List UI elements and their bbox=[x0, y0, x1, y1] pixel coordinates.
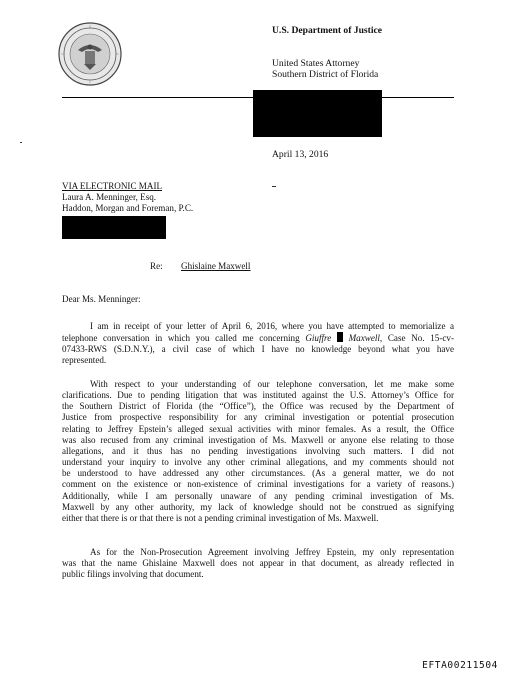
paragraph-line: As for the Non-Prosecution Agreement involving Jeffrey Epstein, my only representation bbox=[90, 547, 454, 557]
scan-mark bbox=[20, 142, 22, 143]
paragraph-line: was that the name Ghislaine Maxwell does not appear in that document, as already reflected in bbox=[62, 558, 454, 569]
paragraph-line: understand your inquiry to involve any other criminal allegations, and my comments should not bbox=[62, 457, 454, 468]
paragraph-line: I am in receipt of your letter of April 6, 2016, where you have attempted to memorialize a bbox=[90, 321, 454, 331]
case-party: Maxwell bbox=[348, 333, 380, 344]
paragraph-2 bbox=[62, 379, 454, 524]
paragraph-line: public filings involving that document. bbox=[62, 569, 204, 580]
text-run: telephone conversation in which you called me concerning bbox=[62, 333, 306, 344]
redaction-block bbox=[62, 216, 166, 239]
office-line-1: United States Attorney bbox=[272, 58, 360, 69]
paragraph-line: 07433-RWS (S.D.N.Y.), a civil case of which I have no knowledge beyond what you have bbox=[62, 344, 454, 355]
paragraph-line: Maxwell by any other authority, my lack of knowledge should not be construed as signifying bbox=[62, 501, 454, 512]
re-subject: Ghislaine Maxwell bbox=[181, 261, 251, 271]
paragraph-line: allegations, and it thus has no pending investigations involving such matters. I did not bbox=[62, 445, 454, 456]
paragraph-line: represented. bbox=[62, 355, 107, 366]
redaction-block bbox=[337, 332, 343, 342]
letter-date: April 13, 2016 bbox=[272, 149, 329, 160]
paragraph-line: With respect to your understanding of our telephone conversation, let me make some bbox=[90, 379, 454, 389]
re-label: Re: bbox=[150, 261, 163, 271]
paragraph-line: Additionally, while I am personally unaware of any pending criminal investigation of Ms. bbox=[62, 490, 454, 501]
paragraph-line bbox=[62, 332, 454, 344]
delivery-method: VIA ELECTRONIC MAIL bbox=[62, 181, 163, 191]
paragraph-line: be understood to have addressed any other circumstances. (As a general matter, we do not bbox=[62, 468, 454, 479]
doj-seal-icon bbox=[58, 22, 122, 86]
paragraph-line: the Southern District of Florida (the “Office”), the Office was recused by the Department of bbox=[62, 401, 454, 412]
paragraph-line: comment on the existence or non-existence of criminal investigations for a variety of reasons.) bbox=[62, 479, 454, 490]
office-line-2: Southern District of Florida bbox=[272, 69, 379, 80]
paragraph-line: was also recused from any criminal investigation of Ms. Maxwell or anyone else relating to those bbox=[62, 434, 454, 445]
salutation: Dear Ms. Menninger: bbox=[62, 294, 141, 304]
paragraph-line: relating to Jeffrey Epstein’s alleged sexual activities with minor females. As a result, the Office bbox=[62, 423, 454, 434]
redaction-block bbox=[253, 90, 382, 137]
case-party: Giuffre bbox=[305, 333, 332, 344]
paragraph-line: clarifications. Due to pending litigation that was instituted against the U.S. Attorney’s Office for bbox=[62, 390, 454, 401]
paragraph-3 bbox=[62, 547, 454, 580]
document-id: EFTA00211504 bbox=[422, 660, 498, 671]
department-name: U.S. Department of Justice bbox=[272, 25, 383, 36]
recipient-name: Laura A. Menninger, Esq. bbox=[62, 192, 157, 202]
text-run: , Case No. 15-cv- bbox=[379, 333, 454, 344]
paragraph-line: either that there is or that there is not a pending criminal investigation of Ms. Maxwell. bbox=[62, 512, 379, 523]
scan-mark bbox=[272, 186, 276, 187]
paragraph-1 bbox=[62, 321, 454, 367]
paragraph-line: Justice from prospective responsibility for any criminal investigation or potential prosecution bbox=[62, 412, 454, 423]
recipient-firm: Haddon, Morgan and Foreman, P.C. bbox=[62, 203, 194, 213]
